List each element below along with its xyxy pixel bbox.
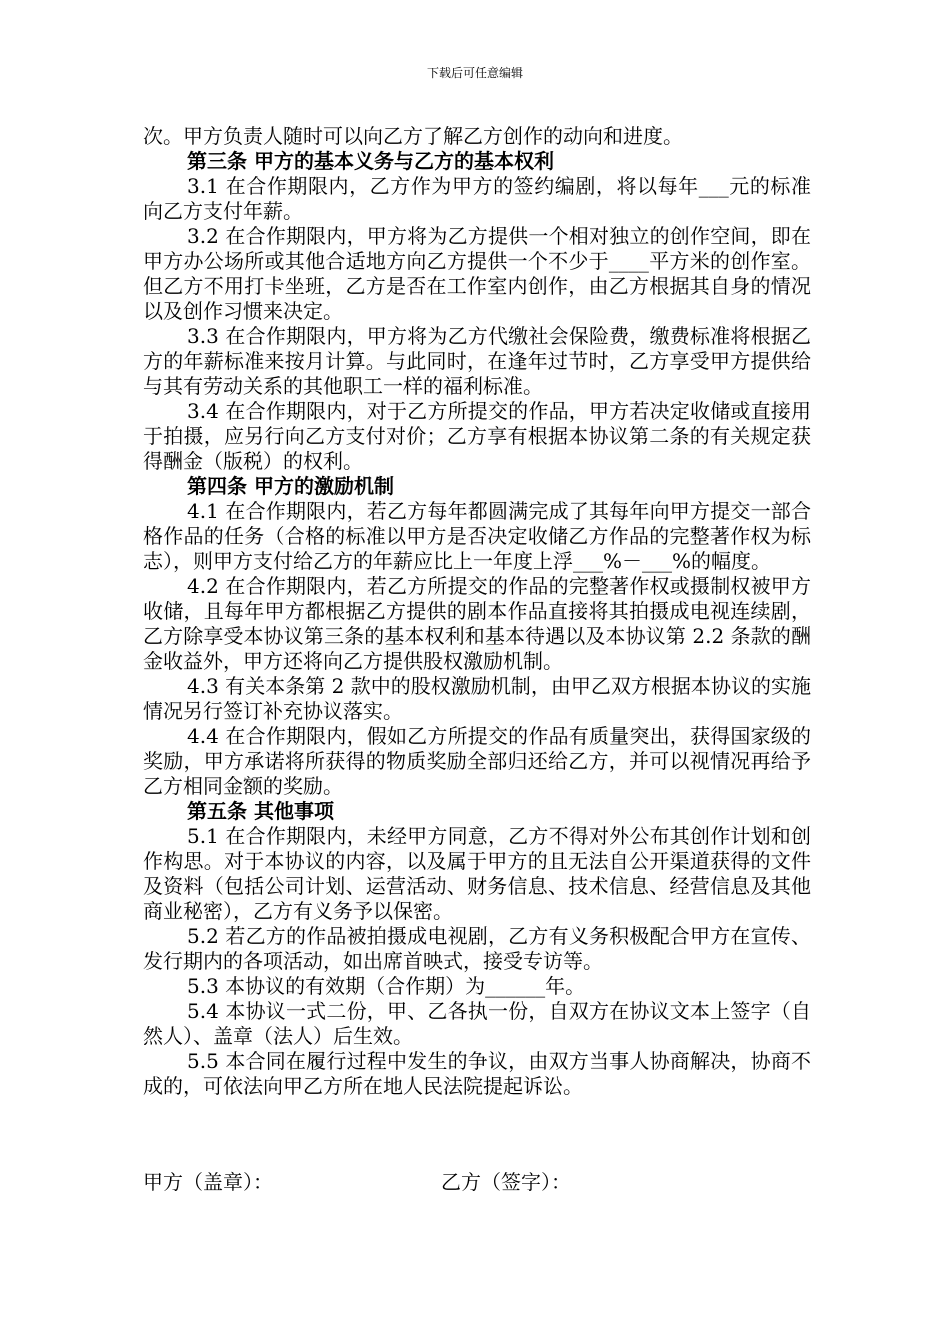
page-header: 下载后可任意编辑 bbox=[426, 66, 523, 80]
party-b-signature: 乙方（签字）： bbox=[441, 1170, 571, 1194]
document-body bbox=[143, 124, 811, 1099]
article-heading: 第三条 甲方的基本义务与乙方的基本权利 bbox=[187, 149, 554, 173]
clause-paragraph: 5.2 若乙方的作品被拍摄成电视剧，乙方有义务积极配合甲方在宣传、发行期内的各项活动，如出席首映式，接受专访等。 bbox=[143, 924, 811, 973]
clause-paragraph: 4.1 在合作期限内，若乙方每年都圆满完成了其每年向甲方提交一部合格作品的任务（合格的标准以甲方是否决定收储乙方作品的完整著作权为标志），则甲方支付给乙方的年薪应比上一年度上浮___%－___%的幅度。 bbox=[143, 499, 811, 573]
clause-paragraph: 5.5 本合同在履行过程中发生的争议，由双方当事人协商解决，协商不成的，可依法向甲乙方所在地人民法院提起诉讼。 bbox=[143, 1049, 811, 1098]
clause-paragraph: 3.4 在合作期限内，对于乙方所提交的作品，甲方若决定收储或直接用于拍摄，应另行向乙方支付对价；乙方享有根据本协议第二条的有关规定获得酬金（版税）的权利。 bbox=[143, 399, 811, 473]
clause-paragraph: 5.1 在合作期限内，未经甲方同意，乙方不得对外公布其创作计划和创作构思。对于本协议的内容，以及属于甲方的且无法自公开渠道获得的文件及资料（包括公司计划、运营活动、财务信息、技术信息、经营信息及其他商业秘密），乙方有义务予以保密。 bbox=[143, 824, 811, 923]
clause-paragraph: 3.1 在合作期限内，乙方作为甲方的签约编剧，将以每年___元的标准向乙方支付年薪。 bbox=[143, 174, 811, 223]
clause-paragraph: 4.3 有关本条第 2 款中的股权激励机制，由甲乙双方根据本协议的实施情况另行签订补充协议落实。 bbox=[143, 674, 811, 723]
clause-paragraph: 3.2 在合作期限内，甲方将为乙方提供一个相对独立的创作空间，即在甲方办公场所或其他合适地方向乙方提供一个不少于____平方米的创作室。但乙方不用打卡坐班，乙方是否在工作室内创作，由乙方根据其自身的情况以及创作习惯来决定。 bbox=[143, 224, 811, 323]
clause-paragraph: 4.2 在合作期限内，若乙方所提交的作品的完整著作权或摄制权被甲方收储，且每年甲方都根据乙方提供的剧本作品直接将其拍摄成电视连续剧，乙方除享受本协议第三条的基本权利和基本待遇以及本协议第 2.2 条款的酬金收益外，甲方还将向乙方提供股权激励机制。 bbox=[143, 574, 811, 673]
clause-paragraph: 3.3 在合作期限内，甲方将为乙方代缴社会保险费，缴费标准将根据乙方的年薪标准来按月计算。与此同时，在逢年过节时，乙方享受甲方提供给与其有劳动关系的其他职工一样的福利标准。 bbox=[143, 324, 811, 398]
paragraph: 次。甲方负责人随时可以向乙方了解乙方创作的动向和进度。 bbox=[143, 124, 683, 148]
article-heading: 第四条 甲方的激励机制 bbox=[187, 474, 394, 498]
clause-paragraph: 4.4 在合作期限内，假如乙方所提交的作品有质量突出，获得国家级的奖励，甲方承诺将所获得的物质奖励全部归还给乙方，并可以视情况再给予乙方相同金额的奖励。 bbox=[143, 724, 811, 798]
article-heading: 第五条 其他事项 bbox=[187, 799, 334, 823]
clause-paragraph: 5.4 本协议一式二份，甲、乙各执一份，自双方在协议文本上签字（自然人）、盖章（法人）后生效。 bbox=[143, 999, 811, 1048]
clause-paragraph: 5.3 本协议的有效期（合作期）为______年。 bbox=[187, 974, 586, 998]
party-a-signature: 甲方（盖章）： bbox=[143, 1170, 273, 1194]
